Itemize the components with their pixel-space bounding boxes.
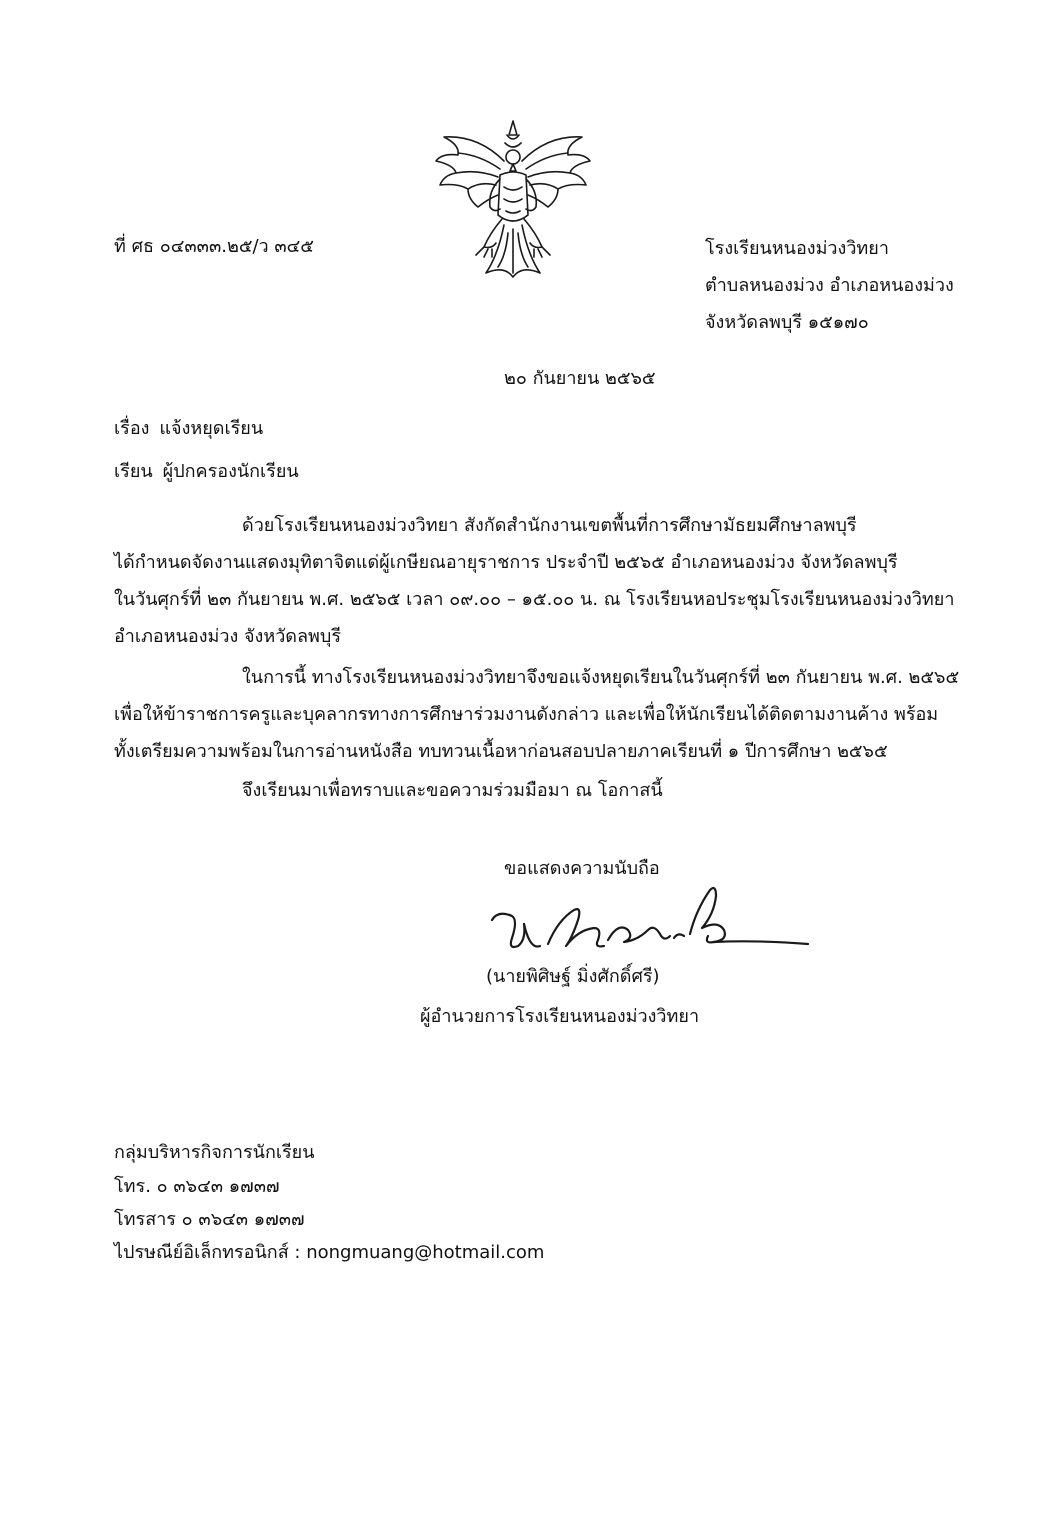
body-paragraph-line: อำเภอหนองม่วง จังหวัดลพบุรี xyxy=(114,626,341,647)
closing-sentence: จึงเรียนมาเพื่อทราบและขอความร่วมมือมา ณ โอกาสนี้ xyxy=(242,780,663,801)
handwritten-signature xyxy=(478,880,818,970)
reference-number: ที่ ศธ ๐๔๓๓๓.๒๕/ว ๓๔๕ xyxy=(114,236,314,257)
recipient-text: ผู้ปกครองนักเรียน xyxy=(162,461,299,482)
subject-label: เรื่อง xyxy=(114,418,150,439)
body-paragraph-line: ในวันศุกร์ที่ ๒๓ กันยายน พ.ศ. ๒๕๖๕ เวลา ๐๙.๐๐ – ๑๕.๐๐ น. ณ โรงเรียนหอประชุมโรงเรียนหนองม่วงวิทยา xyxy=(114,589,955,610)
garuda-emblem-icon xyxy=(428,115,598,285)
recipient-line xyxy=(114,461,299,483)
body-paragraph-line: เพื่อให้ข้าราชการครูและบุคลากรทางการศึกษาร่วมงานดังกล่าว และเพื่อให้นักเรียนได้ติดตามงานค้าง พร้อม xyxy=(114,704,939,725)
email-address: ไปรษณีย์อิเล็กทรอนิกส์ : nongmuang@hotmail.com xyxy=(114,1242,545,1263)
department-name: กลุ่มบริหารกิจการนักเรียน xyxy=(114,1142,315,1163)
subject-line xyxy=(114,418,263,440)
phone-number: โทร. ๐ ๓๖๔๓ ๑๗๓๗ xyxy=(114,1176,280,1197)
body-paragraph-line: ด้วยโรงเรียนหนองม่วงวิทยา สังกัดสำนักงานเขตพื้นที่การศึกษามัธยมศึกษาลพบุรี xyxy=(242,515,857,536)
salutation: ขอแสดงความนับถือ xyxy=(504,858,660,879)
body-paragraph-line: ในการนี้ ทางโรงเรียนหนองม่วงวิทยาจึงขอแจ้งหยุดเรียนในวันศุกร์ที่ ๒๓ กันยายน พ.ศ. ๒๕๖๕ xyxy=(242,667,960,688)
subject-text: แจ้งหยุดเรียน xyxy=(159,418,264,439)
address-line: จังหวัดลพบุรี ๑๕๑๗๐ xyxy=(705,312,869,333)
fax-number: โทรสาร ๐ ๓๖๔๓ ๑๗๓๗ xyxy=(114,1209,305,1230)
address-line: โรงเรียนหนองม่วงวิทยา xyxy=(705,238,889,259)
signer-name: (นายพิศิษฐ์ มิ่งศักดิ์ศรี) xyxy=(486,966,660,987)
address-line: ตำบลหนองม่วง อำเภอหนองม่วง xyxy=(705,275,954,296)
body-paragraph-line: ได้กำหนดจัดงานแสดงมุทิตาจิตแด่ผู้เกษียณอายุราชการ ประจำปี ๒๕๖๕ อำเภอหนองม่วง จังหวัดลพบุรี xyxy=(114,552,898,573)
letter-date: ๒๐ กันยายน ๒๕๖๕ xyxy=(504,368,656,389)
signer-title: ผู้อำนวยการโรงเรียนหนองม่วงวิทยา xyxy=(420,1006,700,1027)
body-paragraph-line: ทั้งเตรียมความพร้อมในการอ่านหนังสือ ทบทวนเนื้อหาก่อนสอบปลายภาคเรียนที่ ๑ ปีการศึกษา ๒๕๖๕ xyxy=(114,741,888,762)
recipient-label: เรียน xyxy=(114,461,153,482)
